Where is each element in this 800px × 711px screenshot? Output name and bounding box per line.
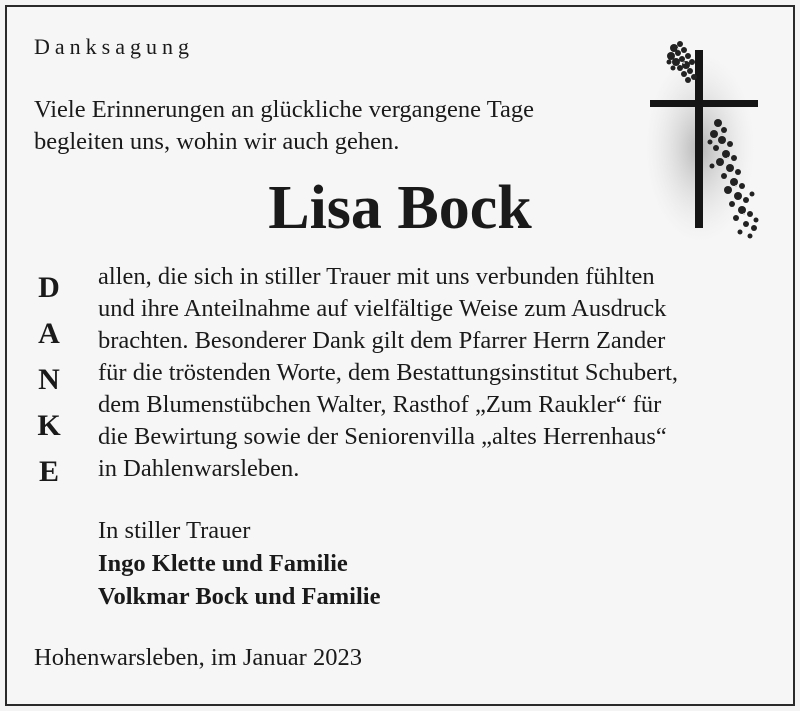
notice-heading: Danksagung [34,34,194,59]
thanks-paragraph [98,261,766,485]
place-and-date: Hohenwarsleben, im Januar 2023 [34,644,362,671]
acrostic-letter: K [37,409,61,442]
intro-line: begleiten uns, wohin wir auch gehen. [34,128,400,155]
signoff-block [98,514,380,613]
thanks-line: die Bewirtung sowie der Seniorenvilla „altes Herrenhaus“ [98,423,667,450]
family-name: Volkmar Bock und Familie [98,583,381,610]
signoff-intro: In stiller Trauer [98,517,251,544]
acrostic-letter: N [38,363,60,396]
intro-line: Viele Erinnerungen an glückliche vergangene Tage [34,96,534,123]
thanks-line: allen, die sich in stiller Trauer mit uns verbunden fühlten [98,263,655,290]
acrostic-letter: A [38,317,60,350]
thanks-line: für die tröstenden Worte, dem Bestattungsinstitut Schubert, [98,359,679,386]
acrostic-letter: D [38,271,60,304]
thanks-line: und ihre Anteilnahme auf vielfältige Weise zum Ausdruck [98,295,667,322]
acrostic-letter: E [38,455,59,488]
thanks-line: in Dahlenwarsleben. [98,455,300,482]
deceased-name: Lisa Bock [268,174,532,242]
thanks-line: brachten. Besonderer Dank gilt dem Pfarrer Herrn Zander [98,327,666,354]
intro-quote [34,94,634,158]
family-name: Ingo Klette und Familie [98,550,348,577]
thanks-line: dem Blumenstübchen Walter, Rasthof „Zum Raukler“ für [98,391,662,418]
danke-acrostic [34,265,64,495]
